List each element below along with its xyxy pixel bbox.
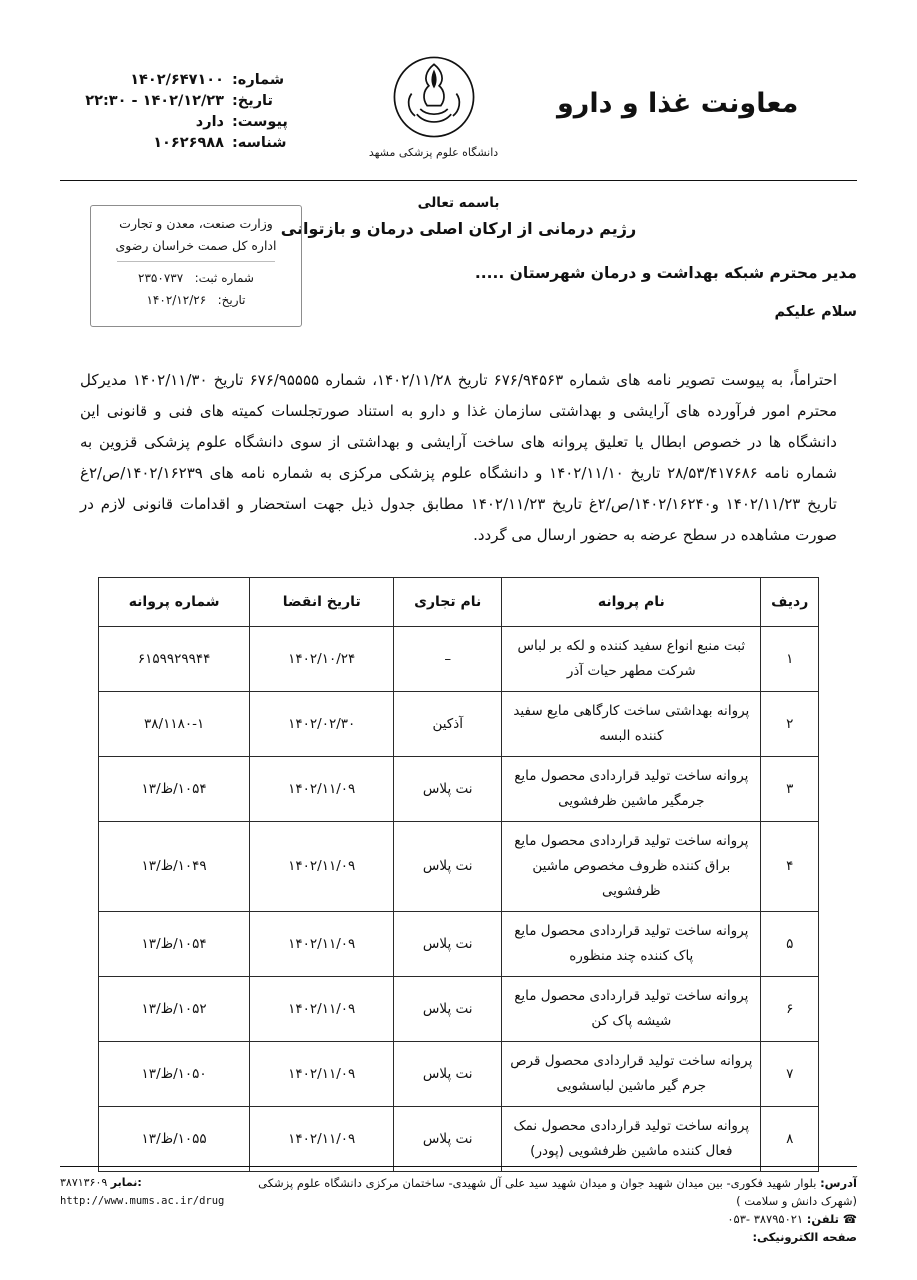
meta-label-attachment: پیوست: [232,114,288,130]
cell-expiry: ۱۴۰۲/۱۱/۰۹ [250,822,394,912]
cell-row-number: ۸ [761,1107,819,1172]
phone-icon: ☎ [842,1212,857,1226]
cell-expiry: ۱۴۰۲/۱۱/۰۹ [250,757,394,822]
table-row [99,912,819,977]
meta-row-date [60,91,310,112]
footer-address-block [224,1174,857,1246]
stamp-ministry-line: وزارت صنعت، معدن و تجارت [119,216,273,231]
cell-row-number: ۵ [761,912,819,977]
cell-expiry: ۱۴۰۲/۱۱/۰۹ [250,1107,394,1172]
addressee-line: مدیر محترم شبکه بهداشت و درمان شهرستان ..... [474,264,857,282]
table-row [99,977,819,1042]
stamp-date-value: ۱۴۰۲/۱۲/۲۶ [146,293,207,307]
meta-value-date: ۱۴۰۲/۱۲/۲۳ - ۲۲:۳۰ [85,93,224,109]
footer-divider [60,1166,857,1167]
stamp-registration-number [101,268,291,288]
meta-label-identifier: شناسه: [232,135,287,151]
header-expiry-date: تاریخ انقضا [250,578,394,627]
footer-contact-block [60,1174,224,1246]
footer-fax-value: ۳۸۷۱۳۶۰۹ [60,1176,108,1189]
footer-phone-label: تلفن: [806,1212,840,1226]
basmala-text: باسمه تعالی [417,195,500,211]
footer-content [60,1174,857,1246]
license-table [98,577,819,1172]
stamp-divider [117,261,275,262]
header-row-number: ردیف [761,578,819,627]
meta-row-number [60,70,310,91]
cell-expiry: ۱۴۰۲/۱۱/۰۹ [250,1042,394,1107]
license-table-wrapper [60,577,857,1172]
footer-address-value: بلوار شهید فکوری- بین میدان شهید جوان و میدان شهید سید علی آل شهیدی- ساختمان مرکزی دانشگاه علوم پزشکی (شهرک دانش و سلامت ) [258,1176,857,1208]
meta-label-date: تاریخ: [232,93,273,109]
meta-row-identifier [60,133,310,154]
cell-row-number: ۴ [761,822,819,912]
cell-license-number: ۱۰۴۹/ظ/۱۳ [99,822,250,912]
footer-email-label: صفحه الکترونیکی: [752,1230,857,1244]
logo-block [359,52,509,159]
footer-address-line [224,1174,857,1210]
university-emblem-icon [391,54,477,140]
cell-license-name: پروانه ساخت تولید قراردادی محصول نمک فعال کننده ماشین ظرفشویی (پودر) [502,1107,761,1172]
cell-expiry: ۱۴۰۲/۰۲/۳۰ [250,692,394,757]
document-footer [60,1158,857,1246]
stamp-date-label: تاریخ: [217,293,246,307]
subheader-area [60,195,857,345]
cell-brand: – [394,627,502,692]
header-brand-name: نام تجاری [394,578,502,627]
meta-value-attachment: دارد [195,114,224,130]
cell-row-number: ۲ [761,692,819,757]
document-header [60,0,857,172]
footer-phone-value: ۳۸۷۹۵۰۲۱ -۰۵۳ [727,1212,804,1226]
header-license-name: نام پروانه [502,578,761,627]
cell-row-number: ۳ [761,757,819,822]
logo-caption: دانشگاه علوم پزشکی مشهد [368,146,499,159]
cell-brand: نت پلاس [394,1042,502,1107]
letter-body-paragraph: احتراماً، به پیوست تصویر نامه های شماره ۶۷۶/۹۴۵۶۳ تاریخ ۱۴۰۲/۱۱/۲۸، شماره ۶۷۶/۹۵۵۵۵ تاریخ ۱۴۰۲/۱۱/۳۰ مدیرکل محترم امور فرآورده های آرایشی و بهداشتی سازمان غذا و دارو به استناد صورتجلسات کمیته های فنی و قانونی این دانشگاه ها در خصوص ابطال یا تعلیق پروانه های ساخت آرایشی و بهداشتی از سوی دانشگاه علوم پزشکی قزوین به شماره نامه ۲۸/۵۳/۴۱۷۶۸۶ تاریخ ۱۴۰۲/۱۱/۱۰ و دانشگاه علوم پزشکی مرکزی به شماره نامه های ۱۴۰۲/۱۶۲۳۹/ص/۲غ تاریخ ۱۴۰۲/۱۱/۲۳ و۱۴۰۲/۱۶۲۴۰/ص/۲غ تاریخ ۱۴۰۲/۱۱/۲۳ مطابق جدول ذیل جهت استحضار و اقدامات قانونی لازم در صورت مشاهده در سطح عرضه به حضور ارسال می گردد. [80,371,837,544]
stamp-registration-value: ۲۳۵۰۷۳۷ [138,271,184,285]
table-body [99,627,819,1172]
table-row [99,692,819,757]
cell-brand: آذکین [394,692,502,757]
stamp-office-line: اداره کل صمت خراسان رضوی [115,238,277,253]
header-meta-block [60,52,310,154]
table-row [99,822,819,912]
cell-license-name: پروانه ساخت تولید قراردادی محصول مایع براق کننده ظروف مخصوص ماشین ظرفشویی [502,822,761,912]
meta-value-identifier: ۱۰۶۲۶۹۸۸ [153,135,224,151]
cell-license-name: پروانه بهداشتی ساخت کارگاهی مایع سفید کننده البسه [502,692,761,757]
cell-brand: نت پلاس [394,757,502,822]
cell-row-number: ۱ [761,627,819,692]
cell-row-number: ۶ [761,977,819,1042]
meta-row-attachment [60,112,310,133]
table-header-row [99,578,819,627]
cell-brand: نت پلاس [394,912,502,977]
cell-expiry: ۱۴۰۲/۱۰/۲۴ [250,627,394,692]
cell-license-number: ۱۰۵۵/ظ/۱۳ [99,1107,250,1172]
table-row [99,627,819,692]
slogan-text: رژیم درمانی از ارکان اصلی درمان و بازتوانی [280,219,637,238]
cell-brand: نت پلاس [394,1107,502,1172]
stamp-registration-label: شماره ثبت: [194,271,254,285]
cell-license-number: ۱۰۵۴/ظ/۱۳ [99,757,250,822]
header-divider [60,180,857,181]
cell-license-name: پروانه ساخت تولید قراردادی محصول مایع پاک کننده چند منظوره [502,912,761,977]
cell-row-number: ۷ [761,1042,819,1107]
footer-address-label: آدرس: [820,1176,857,1190]
cell-license-number: ۶۱۵۹۹۲۹۹۴۴ [99,627,250,692]
cell-license-number: ۱۰۵۲/ظ/۱۳ [99,977,250,1042]
greeting-line: سلام علیکم [774,304,857,320]
stamp-date [101,290,291,310]
cell-brand: نت پلاس [394,977,502,1042]
cell-license-number: ۱۰۵۰/ظ/۱۳ [99,1042,250,1107]
meta-value-number: ۱۴۰۲/۶۴۷۱۰۰ [130,72,224,88]
organization-title: معاونت غذا و دارو [557,88,799,119]
cell-license-name: ثبت منبع انواع سفید کننده و لکه بر لباس شرکت مطهر حیات آذر [502,627,761,692]
cell-license-number: ۳۸/۱۱۸۰-۱ [99,692,250,757]
table-row [99,1042,819,1107]
cell-expiry: ۱۴۰۲/۱۱/۰۹ [250,912,394,977]
cell-license-name: پروانه ساخت تولید قراردادی محصول مایع جرمگیر ماشین ظرفشویی [502,757,761,822]
header-license-number: شماره پروانه [99,578,250,627]
footer-phone-line [224,1210,857,1228]
footer-fax-label: نمابر: [110,1176,142,1189]
footer-url[interactable]: http://www.mums.ac.ir/drug [60,1195,225,1207]
cell-license-name: پروانه ساخت تولید قراردادی محصول قرص جرم گیر ماشین لباسشویی [502,1042,761,1107]
table-row [99,757,819,822]
meta-label-number: شماره: [232,72,285,88]
cell-expiry: ۱۴۰۲/۱۱/۰۹ [250,977,394,1042]
cell-brand: نت پلاس [394,822,502,912]
footer-fax-line [60,1174,224,1192]
cell-license-number: ۱۰۵۴/ظ/۱۳ [99,912,250,977]
cell-license-name: پروانه ساخت تولید قراردادی محصول مایع شیشه پاک کن [502,977,761,1042]
footer-email-line [224,1228,857,1246]
table-head [99,578,819,627]
registration-stamp [90,205,302,327]
